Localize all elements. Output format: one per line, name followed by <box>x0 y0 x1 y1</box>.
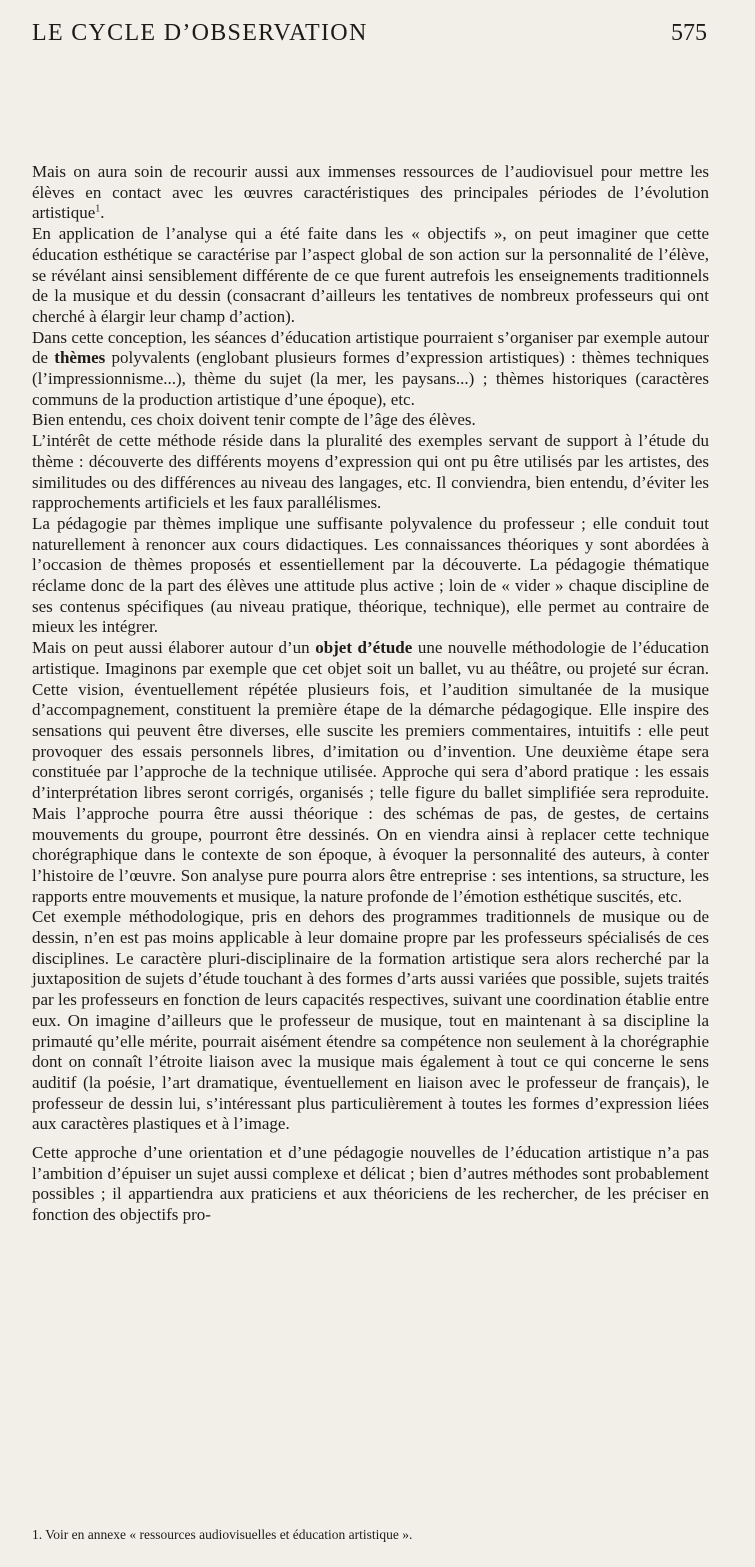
paragraph-themes: Dans cette conception, les séances d’éducation artistique pourraient s’organiser par exemple autour de thèmes polyvalents (englobant plusieurs formes d’expression artistiques) : thèmes techniques (l’impressionnisme...), thème du sujet (la mer, les paysans...) ; thèmes historiques (caractères communs de la production artistique d’une époque), etc. <box>32 327 709 409</box>
footnote-reference: 1 <box>95 203 101 215</box>
emphasis-themes: thèmes <box>54 348 106 368</box>
emphasis-objet-etude: objet d’étude <box>315 638 413 658</box>
paragraph-age: Bien entendu, ces choix doivent tenir compte de l’âge des élèves. <box>32 410 476 430</box>
paragraph-objectifs: En application de l’analyse qui a été faite dans les « objectifs », on peut imaginer que cette éducation esthétique se caractérise par l’aspect global de son action sur la personnalité de l’élève, se révélant ainsi sensiblement différente de ce que furent autrefois les enseignements traditionnels de la musique et du dessin (consacrant d’ailleurs les tentatives de nombreux professeurs qui ont cherché à élargir leur champ d’action). <box>32 224 709 326</box>
paragraph-pedagogie-themes: La pédagogie par thèmes implique une suffisante polyvalence du professeur ; elle conduit tout naturellement à renoncer aux cours didactiques. Les connaissances théoriques y sont abordées à l’occasion de thèmes proposés et essentiellement par la découverte. La pédagogie thématique réclame donc de la part des élèves une attitude plus active ; loin de « vider » chaque discipline de ses contenus spécifiques (au niveau pratique, théorique, technique), elle permet au contraire de mieux les intégrer. <box>32 513 709 637</box>
paragraph-objet-etude: Mais on peut aussi élaborer autour d’un objet d’étude une nouvelle méthodologie de l’éducation artistique. Imaginons par exemple que cet objet soit un ballet, vu au théâtre, ou projeté sur écran. Cette vision, éventuellement répétée plusieurs fois, et l’audition simultanée de la musique d’accompagnement, constituent la première étape de la démarche pédagogique. Elle inspire des sensations qui peuvent être diverses, elle suscite les premiers commentaires, intuitifs : elle peut provoquer des essais personnels libres, d’imitation ou d’invention. Une deuxième étape sera constituée par l’approche de la technique utilisée. Approche qui sera d’abord pratique : les essais d’interprétation libres seront corrigés, organisés ; telle figure du ballet simplifiée sera reproduite. Mais l’approche pourra être aussi théorique : des schémas de pas, de gestes, de certains mouvements du groupe, pourront être dessinés. On en viendra ainsi à replacer cette technique chorégraphique dans le contexte de son époque, à évoquer la personnalité des auteurs, à conter l’histoire de l’œuvre. Son analyse pure pourra alors être entreprise : ses intentions, sa structure, les rapports entre mouvements et musique, la nature profonde de l’émotion esthétique suscités, etc. <box>32 638 709 906</box>
page-header <box>32 20 707 54</box>
paragraph-interet: L’intérêt de cette méthode réside dans la pluralité des exemples servant de support à l’étude du thème : découverte des différents moyens d’expression qui ont pu être utilisés par les artistes, des similitudes ou des différences au niveau des langages, etc. Il conviendra, bien entendu, d’éviter les rapprochements artificiels et les faux parallélismes. <box>32 431 709 513</box>
page-number: 575 <box>671 20 707 46</box>
paragraph-exemple-methodologique: Cet exemple méthodologique, pris en dehors des programmes traditionnels de musique ou de dessin, n’en est pas moins applicable à leur domaine propre par les professeurs spécialisés de ces disciplines. Le caractère pluri-disciplinaire de la formation artistique sera alors recherché par la juxtaposition de sujets d’étude touchant à des formes d’arts aussi variées que possible, sujets traités par les professeurs en fonction de leurs capacités respectives, suivant une coordination établie entre eux. On imagine d’ailleurs que le professeur de musique, tout en maintenant à sa discipline la primauté qu’elle mérite, pourrait aisément étendre sa compétence non seulement à la chorégraphie dont on connaît l’étroite liaison avec la musique mais également à tout ce qui concerne le sens auditif (la poésie, l’art dramatique, éventuellement en liaison avec le professeur de français), le professeur de dessin lui, s’intéressant plus particulièrement à toutes les formes d’expression liées aux caractères plastiques et à l’image. <box>32 907 709 1134</box>
running-title: LE CYCLE D’OBSERVATION <box>32 20 368 46</box>
paragraph-conclusion: Cette approche d’une orientation et d’une pédagogie nouvelles de l’éducation artistique n’a pas l’ambition d’épuiser un sujet aussi complexe et délicat ; bien d’autres méthodes sont probablement possibles ; il appartiendra aux praticiens et aux théoriciens de les rechercher, de les préciser en fonction des objectifs pro- <box>32 1143 709 1225</box>
body-text <box>32 162 709 1226</box>
footnote: 1. Voir en annexe « ressources audiovisuelles et éducation artistique ». <box>32 1527 413 1542</box>
paragraph-audiovisual: Mais on aura soin de recourir aussi aux immenses ressources de l’audiovisuel pour mettre les élèves en contact avec les œuvres caractéristiques des principales périodes de l’évolution artistique$^1$. <box>32 162 709 223</box>
